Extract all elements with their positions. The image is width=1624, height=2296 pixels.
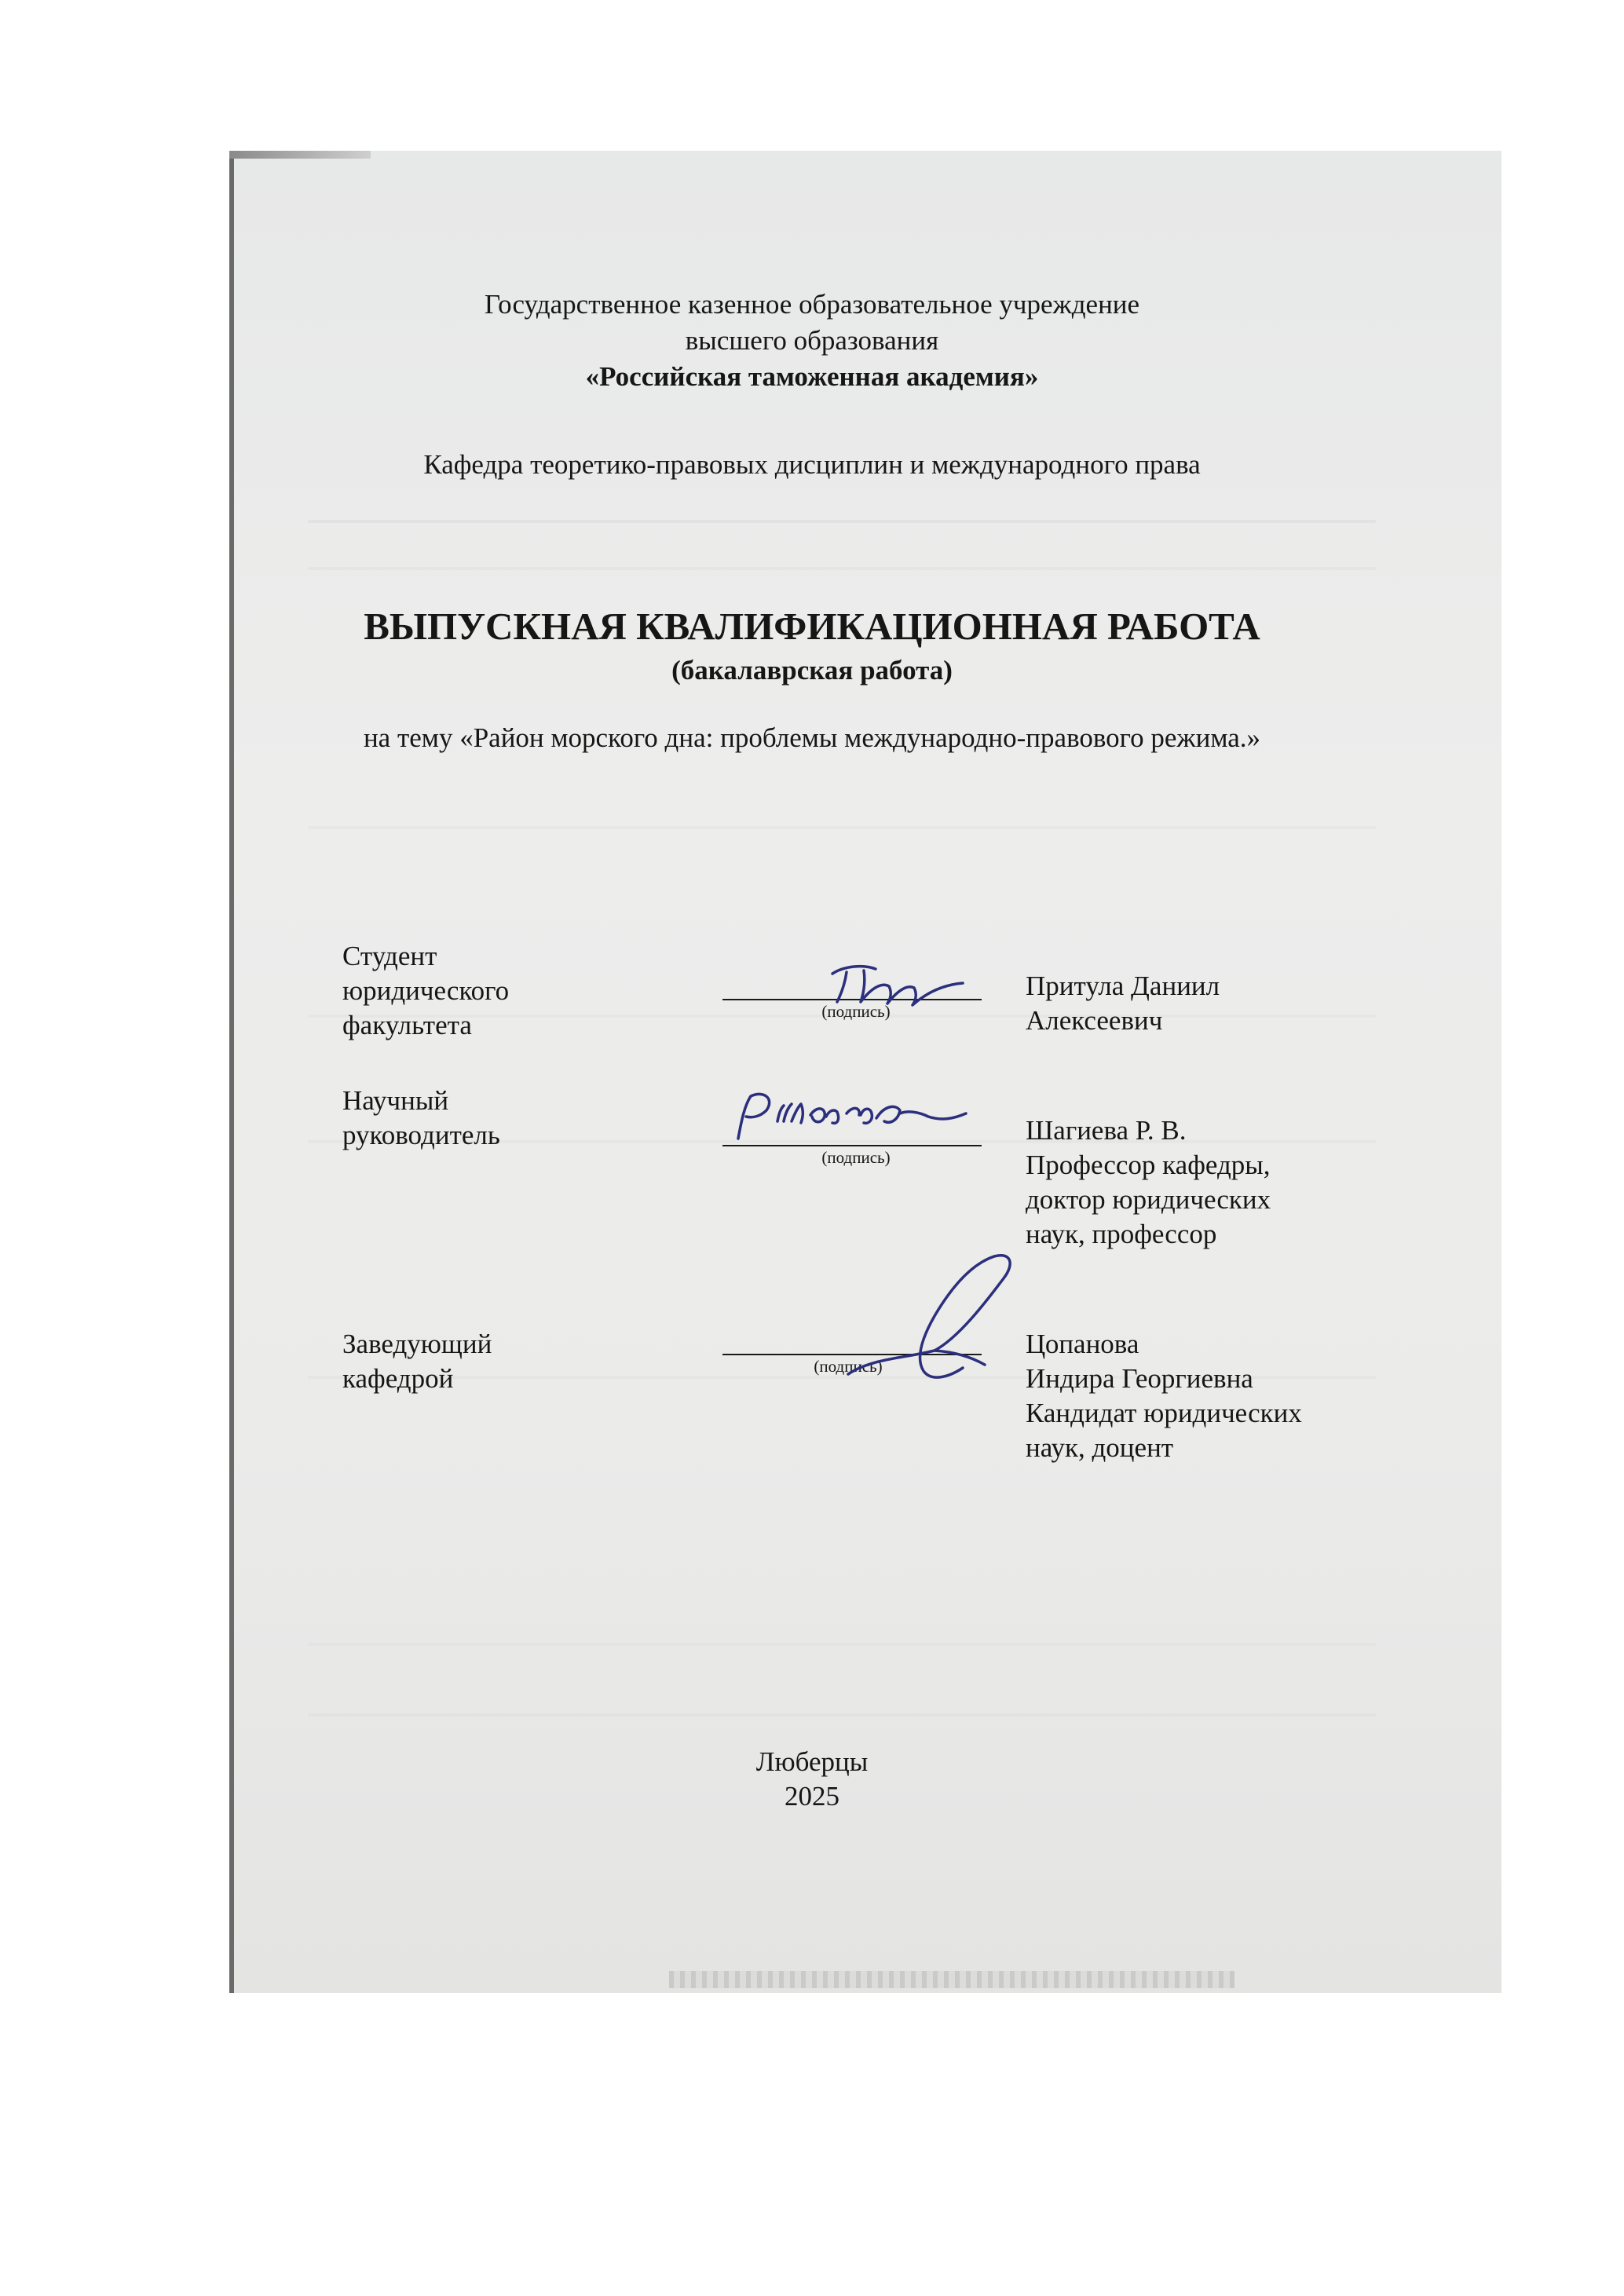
supervisor-name-line-2: Профессор кафедры, [1026,1150,1271,1180]
student-signature-text: Пти [809,942,810,943]
show-through-line [308,520,1376,523]
student-role-line-1: Студент [342,941,437,971]
head-name-line-4: наук, доцент [1026,1432,1174,1463]
student-signature [809,942,989,1013]
supervisor-name-line-1: Шагиева Р. В. [1026,1115,1187,1146]
supervisor-name-line-4: наук, профессор [1026,1219,1217,1249]
head-signature [817,1241,1021,1398]
thesis-topic: на тему «Район морского дна: проблемы международно-правового режима.» [363,722,1261,753]
head-name-line-2: Индира Георгиевна [1026,1363,1253,1394]
document-title: ВЫПУСКНАЯ КВАЛИФИКАЦИОННАЯ РАБОТА [364,605,1260,648]
city-name: Люберцы [755,1746,869,1777]
supervisor-role-line-2: руководитель [342,1120,500,1150]
student-name-line-1: Притула Даниил [1026,971,1220,1001]
show-through-line [308,1713,1376,1717]
year: 2025 [785,1781,839,1812]
student-role-line-3: факультета [342,1010,472,1040]
head-name-line-1: Цопанова [1026,1329,1139,1359]
supervisor-signature-text: РШагиева [722,1082,726,1083]
supervisor-name-line-3: доктор юридических [1026,1184,1271,1215]
head-role-line-1: Заведующий [342,1329,492,1359]
department-name: Кафедра теоретико-правовых дисциплин и международного права [423,449,1201,480]
document-photo [229,151,1501,1993]
head-role-line-2: кафедрой [342,1363,454,1394]
show-through-line [308,567,1376,570]
show-through-line [308,1643,1376,1646]
academy-name: «Российская таможенная академия» [585,361,1039,392]
head-signature-caption: (подпись) [814,1357,883,1376]
student-role-line-2: юридического [342,975,510,1006]
supervisor-signature-caption: (подпись) [821,1148,891,1167]
show-through-line [308,826,1376,829]
student-signature-caption: (подпись) [821,1002,891,1021]
supervisor-signature [722,1082,974,1153]
institution-line-2: высшего образования [685,325,939,356]
show-through-text [669,1971,1234,1988]
supervisor-role-line-1: Научный [342,1085,449,1116]
document-subtitle: (бакалаврская работа) [671,655,953,686]
institution-line-1: Государственное казенное образовательное учреждение [484,289,1140,320]
head-name-line-3: Кандидат юридических [1026,1398,1302,1428]
student-name-line-2: Алексеевич [1026,1005,1163,1036]
page-edge-shadow [229,151,371,159]
